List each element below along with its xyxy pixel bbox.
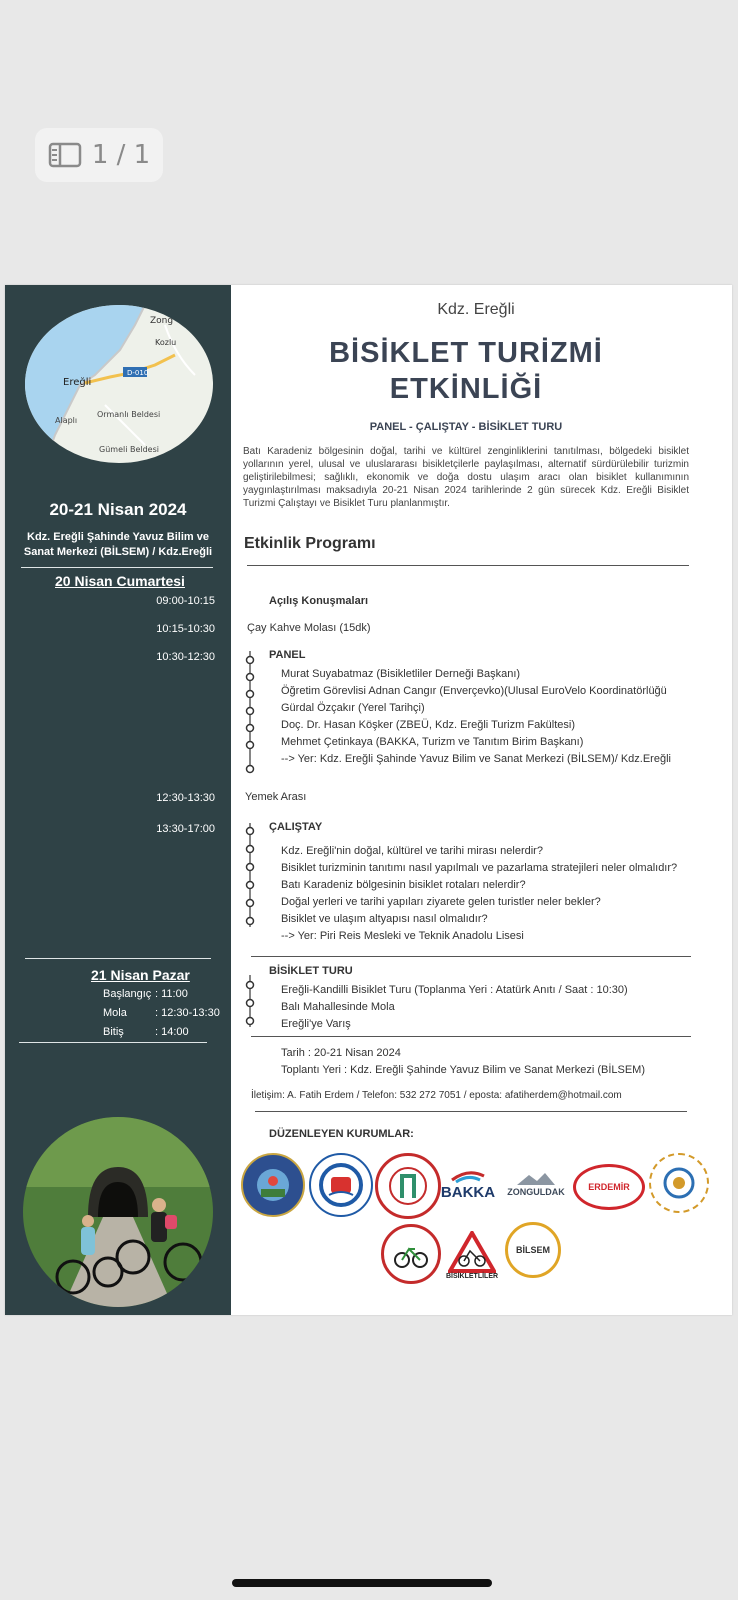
bisikletliler-logo: BİSİKLETLİLER	[443, 1222, 501, 1288]
divider	[251, 956, 691, 957]
intro-paragraph: Batı Karadeniz bölgesinin doğal, tarihi ve kültürel zenginliklerini tanıtılması, bölgedeki bisiklet yollarının yerel, ulusal ve uluslararası bisikletçilerle paylaşılması, alternatif sürdürülebilir turizmin geliştirilebilmesi; sağlıklı, ekonomik ve doğa dostu ulaşım aracı olan bisiklet kullanımının yaygınlaştırılması maksadıyla 20-21 Nisan 2024 tarihlerinde 2 gün sürecek Kdz. Ereğli Bisiklet Turizmi Çalıştayı ve Bisiklet Turu planlanmıştır.	[243, 446, 689, 509]
cyclists-photo	[23, 1117, 213, 1307]
event-date: 20-21 Nisan 2024	[49, 500, 187, 519]
opening-speeches: Açılış Konuşmaları	[269, 595, 369, 607]
list-item: Kdz. Ereğli'nin doğal, kültürel ve tarihi mirası nelerdir?	[281, 845, 543, 857]
date-line: Tarih : 20-21 Nisan 2024	[281, 1047, 401, 1059]
time-slot: 10:30-12:30	[156, 651, 215, 663]
tour-timeline	[245, 975, 255, 1031]
location-heading: Kdz. Ereğli	[437, 301, 515, 318]
divider	[21, 567, 213, 568]
map-label-eregli: Ereğli	[63, 377, 92, 388]
home-indicator[interactable]	[232, 1579, 492, 1587]
meeting-line: Toplantı Yeri : Kdz. Ereğli Şahinde Yavuz Bilim ve Sanat Merkezi (BİLSEM)	[281, 1064, 645, 1076]
list-item: Ereğli-Kandilli Bisiklet Turu (Toplanma Yeri : Atatürk Anıtı / Saat : 10:30)	[281, 984, 628, 996]
university-logo	[375, 1153, 441, 1219]
program-title: Etkinlik Programı	[244, 535, 376, 552]
document-page	[5, 285, 732, 1315]
list-item: Doç. Dr. Hasan Köşker (ZBEÜ, Kdz. Ereğli Turizm Fakültesi)	[281, 719, 576, 731]
sunday-start: Başlangıç : 11:00	[103, 988, 188, 1000]
district-logo	[309, 1153, 373, 1217]
bakka-logo: BAKKA	[437, 1158, 499, 1208]
list-item: --> Yer: Piri Reis Mesleki ve Teknik Anadolu Lisesi	[281, 930, 524, 942]
cycling-club-logo	[381, 1224, 441, 1284]
list-item: Batı Karadeniz bölgesinin bisiklet rotaları nelerdir?	[281, 879, 526, 891]
day-2-title: 21 Nisan Pazar	[91, 967, 190, 983]
panel-timeline	[245, 651, 255, 777]
chamber-logo	[649, 1153, 709, 1213]
time-slot: 09:00-10:15	[156, 595, 215, 607]
municipality-logo	[241, 1153, 305, 1217]
event-title	[231, 335, 701, 407]
tour-list	[281, 982, 628, 1033]
map-label-road: D-010	[127, 369, 149, 377]
divider	[247, 565, 689, 566]
list-item: Bisiklet turizminin tanıtımı nasıl yapılmalı ve pazarlama stratejileri neler olmalıdır?	[281, 862, 678, 874]
contact-info: İletişim: A. Fatih Erdem / Telefon: 532 272 7051 / eposta: afatiherdem@hotmail.com	[251, 1090, 622, 1101]
tour-title: BİSİKLET TURU	[269, 965, 353, 977]
workshop-title: ÇALIŞTAY	[269, 821, 323, 833]
title-line-1: BİSİKLET TURİZMİ	[329, 337, 603, 369]
list-item: Murat Suyabatmaz (Bisikletliler Derneği Başkanı)	[281, 668, 521, 680]
organizers-title: DÜZENLEYEN KURUMLAR:	[269, 1128, 414, 1140]
title-line-2: ETKİNLİĞİ	[389, 373, 543, 405]
workshop-timeline	[245, 823, 255, 931]
divider	[255, 1111, 687, 1112]
divider	[25, 958, 211, 959]
list-item: Gürdal Özçakır (Yerel Tarihçi)	[281, 702, 425, 714]
panel-title: PANEL	[269, 649, 306, 661]
day-1-title: 20 Nisan Cumartesi	[55, 573, 185, 589]
zonguldak-logo: ZONGULDAK	[503, 1164, 569, 1204]
list-item: Ereğli'ye Varış	[281, 1018, 351, 1030]
event-venue: Kdz. Ereğli Şahinde Yavuz Bilim ve Sanat Merkezi (BİLSEM) / Kdz.Ereğli	[23, 531, 213, 558]
map-label-zong: Zong	[150, 316, 174, 326]
sunday-end: Bitiş : 14:00	[103, 1026, 189, 1038]
map-label-ormanli: Ormanlı Beldesi	[97, 410, 161, 419]
list-item: Mehmet Çetinkaya (BAKKA, Turizm ve Tanıtım Birim Başkanı)	[281, 736, 584, 748]
time-slot: 12:30-13:30	[156, 792, 215, 804]
list-item: Balı Mahallesinde Mola	[281, 1001, 395, 1013]
coffee-break: Çay Kahve Molası (15dk)	[247, 622, 371, 634]
sunday-break: Mola : 12:30-13:30	[103, 1007, 220, 1019]
region-map	[25, 305, 213, 463]
list-item: --> Yer: Kdz. Ereğli Şahinde Yavuz Bilim ve Sanat Merkezi (BİLSEM)/ Kdz.Ereğli	[281, 753, 671, 765]
page-counter[interactable]	[35, 128, 163, 182]
list-item: Doğal yerleri ve tarihi yapıları ziyarete gelen turistler neler bekler?	[281, 896, 601, 908]
sidebar	[5, 285, 231, 1315]
lunch-break: Yemek Arası	[245, 791, 307, 803]
map-label-kozlu: Kozlu	[155, 338, 177, 347]
divider	[251, 1036, 691, 1037]
time-slot: 10:15-10:30	[156, 623, 215, 635]
sidebar-panel-icon	[48, 142, 82, 168]
workshop-list	[281, 843, 677, 945]
list-item: Öğretim Görevlisi Adnan Cangır (Enverçevko)(Ulusal EuroVelo Koordinatörlüğü	[281, 685, 667, 697]
main-content	[231, 285, 732, 1315]
time-slot: 13:30-17:00	[156, 823, 215, 835]
bilsem-logo: BİLSEM	[505, 1222, 561, 1278]
divider	[19, 1042, 207, 1043]
panel-list	[281, 666, 671, 768]
erdemir-logo: ERDEMİR	[573, 1164, 645, 1210]
list-item: Bisiklet ve ulaşım altyapısı nasıl olmalıdır?	[281, 913, 488, 925]
tagline: PANEL - ÇALIŞTAY - BİSİKLET TURU	[369, 421, 563, 433]
page-counter-text: 1 / 1	[91, 140, 151, 170]
map-label-gumeli: Gümeli Beldesi	[99, 445, 159, 454]
organizer-logos	[241, 1150, 721, 1300]
map-label-alapli: Alaplı	[55, 416, 78, 425]
